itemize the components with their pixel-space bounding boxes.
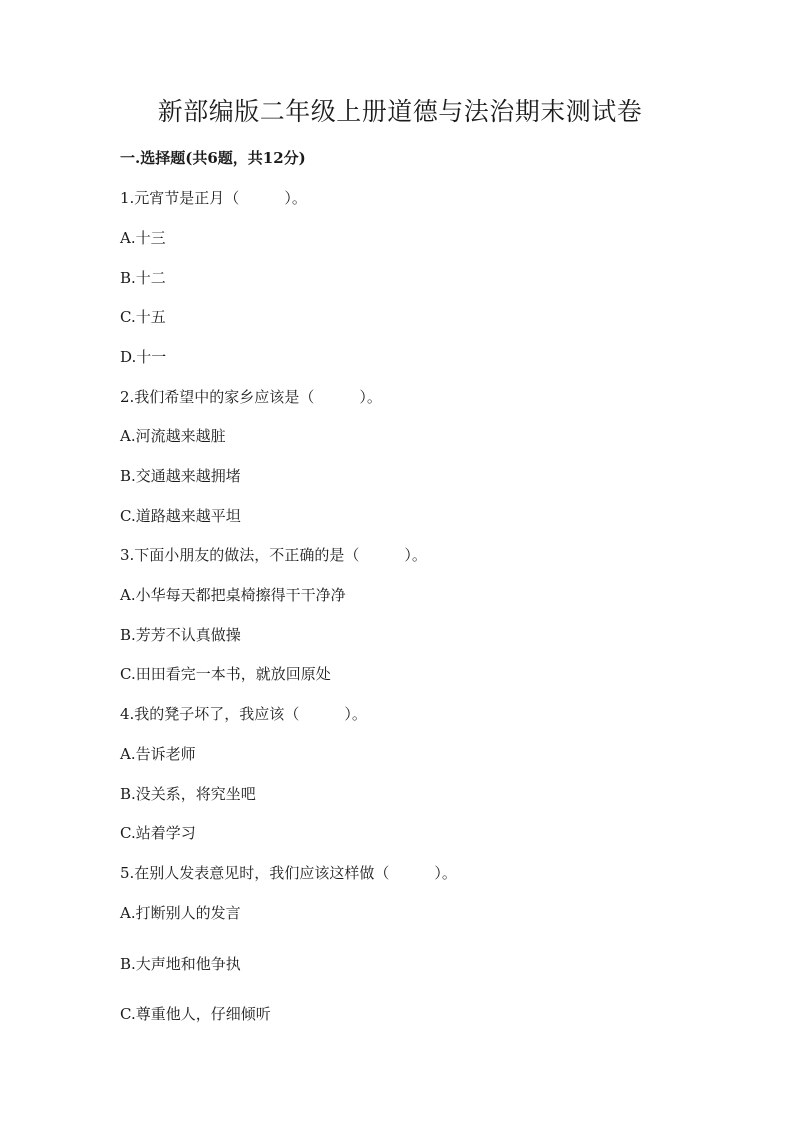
section-heading: 一.选择题(共6题，共12分)	[120, 149, 306, 167]
question-stem-5: 5.在别人发表意见时，我们应该这样做（ ）。	[120, 864, 457, 882]
question-1-option-c: C.十五	[120, 308, 166, 326]
question-stem-4: 4.我的凳子坏了，我应该（ ）。	[120, 705, 367, 723]
question-1-option-d: D.十一	[120, 348, 167, 366]
question-5-option-b: B.大声地和他争执	[120, 955, 241, 973]
question-1-option-a: A.十三	[120, 229, 166, 247]
question-4-option-c: C.站着学习	[120, 824, 196, 842]
question-2-option-b: B.交通越来越拥堵	[120, 467, 241, 485]
question-2-option-c: C.道路越来越平坦	[120, 507, 241, 525]
question-4-option-b: B.没关系，将究坐吧	[120, 785, 256, 803]
question-1-option-b: B.十二	[120, 269, 166, 287]
question-3-option-c: C.田田看完一本书，就放回原处	[120, 665, 331, 683]
page-title: 新部编版二年级上册道德与法治期末测试卷	[157, 97, 643, 126]
question-5-option-c: C.尊重他人，仔细倾听	[120, 1005, 271, 1023]
question-5-option-a: A.打断别人的发言	[120, 904, 241, 922]
question-stem-2: 2.我们希望中的家乡应该是（ ）。	[120, 388, 382, 406]
question-3-option-a: A.小华每天都把桌椅擦得干干净净	[120, 586, 346, 604]
question-4-option-a: A.告诉老师	[120, 745, 196, 763]
question-stem-3: 3.下面小朋友的做法，不正确的是（ ）。	[120, 546, 427, 564]
question-2-option-a: A.河流越来越脏	[120, 427, 226, 445]
question-stem-1: 1.元宵节是正月（ ）。	[120, 189, 307, 207]
question-3-option-b: B.芳芳不认真做操	[120, 626, 241, 644]
